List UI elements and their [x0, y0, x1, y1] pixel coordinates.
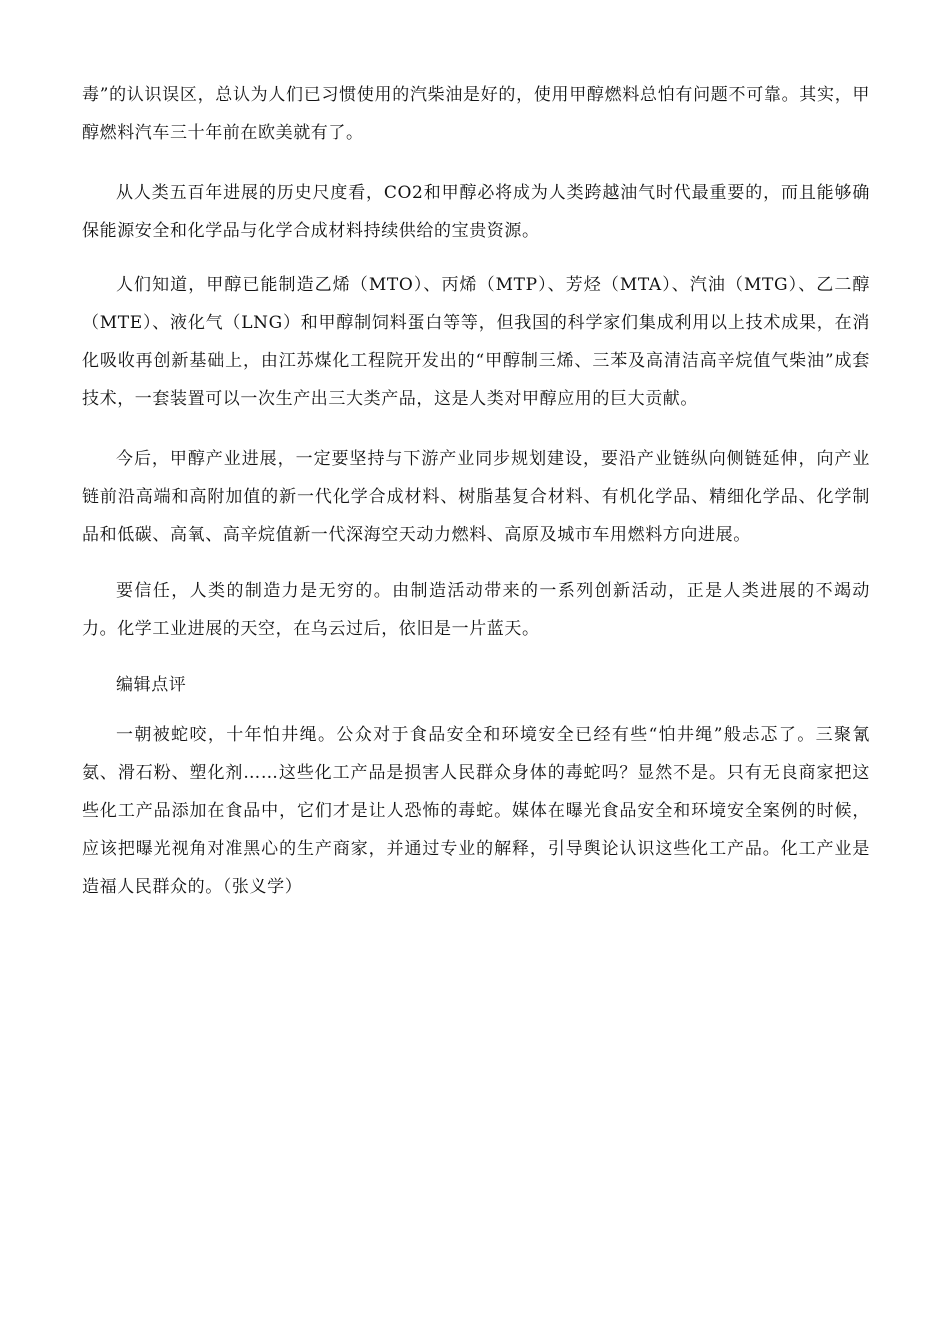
- paragraph-editor-comment: 一朝被蛇咬，十年怕井绳。公众对于食品安全和环境安全已经有些“怕井绳”般忐忑了。三聚氰氨、滑石粉、塑化剂……这些化工产品是损害人民群众身体的毒蛇吗？显然不是。只有无良商家把这些化工产品添加在食品中，它们才是让人恐怖的毒蛇。媒体在曝光食品安全和环境安全案例的时候，应该把曝光视角对准黑心的生产商家，并通过专业的解释，引导舆论认识这些化工产品。化工产业是造福人民群众的。（张义学）: [82, 725, 870, 897]
- paragraph-methanol-misconception: 毒”的认识误区，总认为人们已习惯使用的汽柴油是好的，使用甲醇燃料总怕有问题不可靠。其实，甲醇燃料汽车三十年前在欧美就有了。: [82, 85, 870, 143]
- editor-comment-heading: 编辑点评: [116, 675, 187, 695]
- paragraph-historical-scale: 从人类五百年进展的历史尺度看，CO2和甲醇必将成为人类跨越油气时代最重要的，而且能够确保能源安全和化学品与化学合成材料持续供给的宝贵资源。: [82, 183, 870, 241]
- paragraph-methanol-products: 人们知道，甲醇已能制造乙烯（MTO）、丙烯（MTP）、芳烃（MTA）、汽油（MTG）、乙二醇（MTE）、液化气（LNG）和甲醇制饲料蛋白等等，但我国的科学家们集成利用以上技术成果，在消化吸收再创新基础上，由江苏煤化工程院开发出的“甲醇制三烯、三苯及高清洁高辛烷值气柴油”成套技术，一套装置可以一次生产出三大类产品，这是人类对甲醇应用的巨大贡献。: [82, 275, 870, 409]
- paragraph-industry-development: 今后，甲醇产业进展，一定要坚持与下游产业同步规划建设，要沿产业链纵向侧链延伸，向产业链前沿高端和高附加值的新一代化学合成材料、树脂基复合材料、有机化学品、精细化学品、化学制品和低碳、高氧、高辛烷值新一代深海空天动力燃料、高原及城市车用燃料方向进展。: [82, 449, 870, 545]
- paragraph-creativity: 要信任，人类的制造力是无穷的。由制造活动带来的一系列创新活动，正是人类进展的不竭动力。化学工业进展的天空，在乌云过后，依旧是一片蓝天。: [82, 581, 870, 639]
